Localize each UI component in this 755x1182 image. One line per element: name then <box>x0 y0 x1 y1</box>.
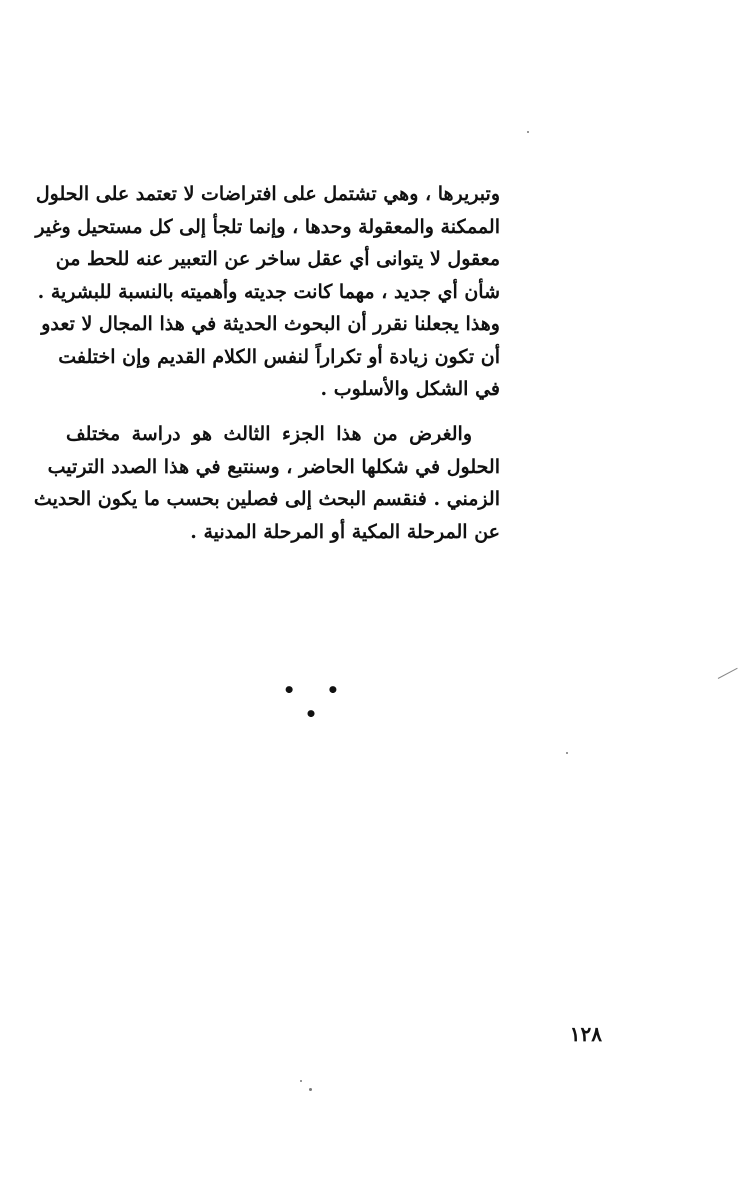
paragraph-1 <box>35 178 500 406</box>
text-line: الزمني . فنقسم البحث إلى فصلين بحسب ما يكون الحديث <box>33 488 500 510</box>
section-separator: • • • <box>282 678 352 726</box>
text-line: وتبريرها ، وهي تشتمل على افتراضات لا تعتمد على الحلول <box>35 183 500 205</box>
scan-speck <box>566 752 568 754</box>
text-line: الممكنة والمعقولة وحدها ، وإنما تلجأ إلى كل مستحيل وغير <box>35 215 500 238</box>
scan-speck <box>300 1080 302 1082</box>
text-line: معقول لا يتوانى أي عقل ساخر عن التعبير عنه للحط من <box>55 248 500 270</box>
paragraph-2 <box>33 418 500 548</box>
scan-mark <box>718 668 738 679</box>
text-line: والغرض من هذا الجزء الثالث هو دراسة مختلف <box>66 423 472 445</box>
page-number: ١٢٨ <box>569 1022 602 1046</box>
text-line: أن تكون زيادة أو تكراراً لنفس الكلام القديم وإن اختلفت <box>58 345 500 368</box>
text-line: شأن أي جديد ، مهما كانت جديته وأهميته بالنسبة للبشرية . <box>37 280 500 303</box>
text-line: في الشكل والأسلوب . <box>320 378 500 400</box>
scan-speck <box>527 131 529 133</box>
text-line: عن المرحلة المكية أو المرحلة المدنية . <box>190 520 500 543</box>
scan-speck <box>309 1088 312 1091</box>
text-line: وهذا يجعلنا نقرر أن البحوث الحديثة في هذا المجال لا تعدو <box>41 313 500 335</box>
text-line: الحلول في شكلها الحاضر ، وسنتبع في هذا الصدد الترتيب <box>47 455 500 478</box>
